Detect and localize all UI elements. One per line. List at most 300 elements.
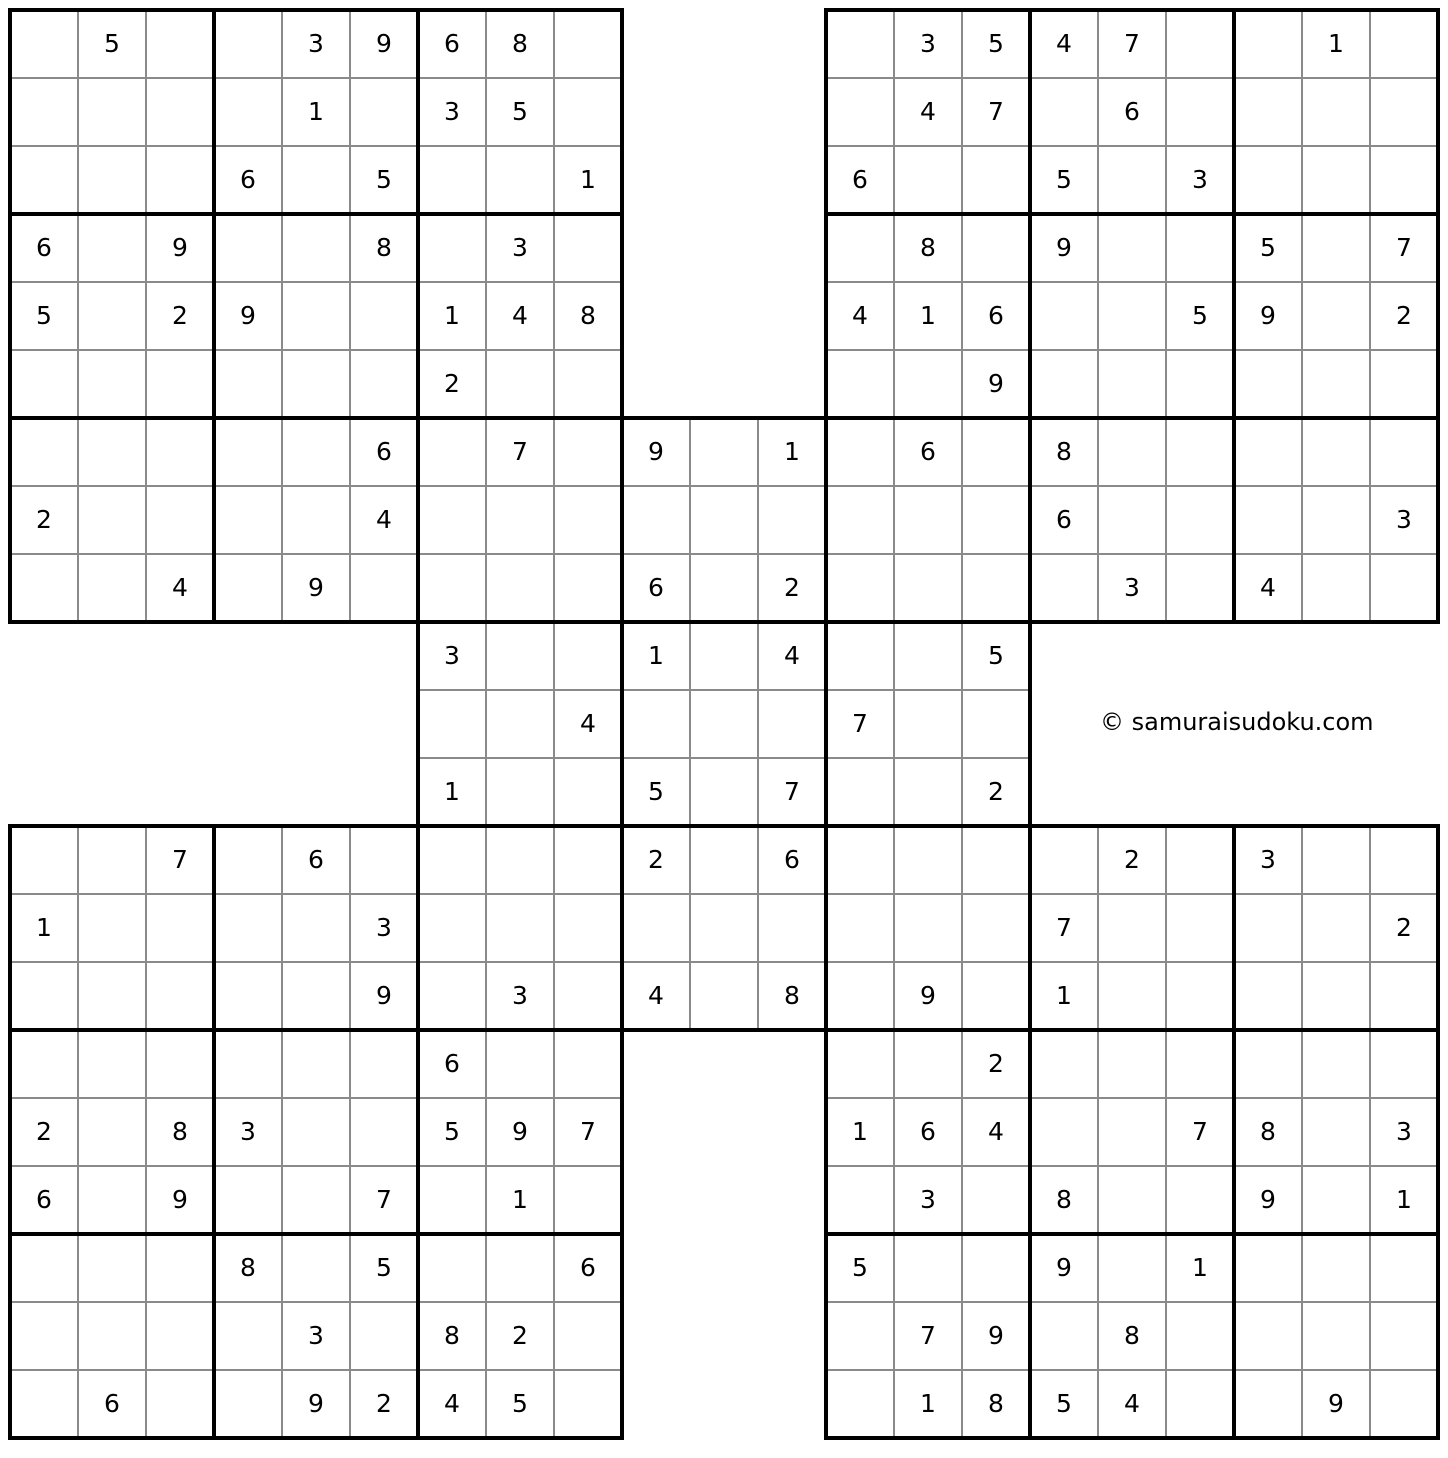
sudoku-cell[interactable] — [486, 894, 554, 962]
sudoku-cell[interactable] — [214, 486, 282, 554]
given-digit: 3 — [1260, 845, 1276, 874]
given-digit: 1 — [512, 1185, 528, 1214]
sudoku-cell[interactable] — [826, 894, 894, 962]
sudoku-cell[interactable] — [690, 418, 758, 486]
sudoku-cell[interactable] — [826, 1030, 894, 1098]
sudoku-cell[interactable] — [1234, 1370, 1302, 1438]
given-digit: 3 — [512, 233, 528, 262]
sudoku-cell[interactable] — [282, 350, 350, 418]
sudoku-cell[interactable] — [10, 1234, 78, 1302]
given-digit: 1 — [784, 437, 800, 466]
sudoku-cell[interactable] — [78, 418, 146, 486]
sudoku-cell[interactable] — [418, 894, 486, 962]
sudoku-cell[interactable] — [894, 146, 962, 214]
sudoku-cell[interactable] — [1370, 1302, 1438, 1370]
sudoku-cell[interactable] — [1370, 418, 1438, 486]
sudoku-cell[interactable] — [350, 78, 418, 146]
sudoku-cell[interactable] — [10, 78, 78, 146]
sudoku-cell[interactable] — [554, 78, 622, 146]
sudoku-cell[interactable] — [214, 214, 282, 282]
given-digit: 2 — [1396, 913, 1412, 942]
sudoku-cell[interactable] — [282, 146, 350, 214]
sudoku-cell[interactable] — [214, 350, 282, 418]
sudoku-cell[interactable] — [146, 1030, 214, 1098]
sudoku-cell[interactable] — [1166, 1030, 1234, 1098]
given-digit: 1 — [308, 97, 324, 126]
sudoku-cell[interactable] — [214, 1302, 282, 1370]
sudoku-cell[interactable] — [418, 1166, 486, 1234]
sudoku-cell[interactable] — [622, 690, 690, 758]
sudoku-cell[interactable] — [894, 350, 962, 418]
sudoku-cell[interactable] — [554, 10, 622, 78]
given-digit: 4 — [512, 301, 528, 330]
sudoku-cell[interactable] — [214, 418, 282, 486]
sudoku-cell[interactable] — [690, 554, 758, 622]
sudoku-cell[interactable] — [962, 962, 1030, 1030]
sudoku-cell[interactable] — [1030, 1030, 1098, 1098]
sudoku-cell[interactable] — [10, 146, 78, 214]
sudoku-cell[interactable] — [690, 826, 758, 894]
sudoku-cell[interactable] — [10, 826, 78, 894]
sudoku-cell[interactable] — [1370, 1030, 1438, 1098]
sudoku-cell[interactable] — [1370, 962, 1438, 1030]
sudoku-cell[interactable] — [826, 78, 894, 146]
sudoku-cell[interactable] — [282, 1098, 350, 1166]
given-digit: 2 — [36, 505, 52, 534]
sudoku-cell[interactable] — [554, 350, 622, 418]
sudoku-cell[interactable] — [690, 758, 758, 826]
sudoku-cell[interactable] — [894, 690, 962, 758]
sudoku-cell[interactable] — [214, 962, 282, 1030]
given-digit: 2 — [988, 1049, 1004, 1078]
sudoku-cell[interactable] — [78, 962, 146, 1030]
sudoku-cell[interactable] — [1302, 826, 1370, 894]
given-digit: 7 — [1056, 913, 1072, 942]
given-digit: 4 — [1056, 29, 1072, 58]
sudoku-cell[interactable] — [894, 554, 962, 622]
given-digit: 3 — [1124, 573, 1140, 602]
sudoku-cell[interactable] — [282, 1030, 350, 1098]
sudoku-cell[interactable] — [146, 78, 214, 146]
given-digit: 5 — [36, 301, 52, 330]
sudoku-cell[interactable] — [1234, 78, 1302, 146]
given-digit: 9 — [1260, 301, 1276, 330]
sudoku-cell[interactable] — [962, 146, 1030, 214]
sudoku-cell[interactable] — [894, 1030, 962, 1098]
sudoku-cell[interactable] — [1098, 146, 1166, 214]
sudoku-cell[interactable] — [1370, 1370, 1438, 1438]
sudoku-cell[interactable] — [78, 1234, 146, 1302]
sudoku-cell[interactable] — [894, 622, 962, 690]
sudoku-cell[interactable] — [962, 1166, 1030, 1234]
given-digit: 8 — [240, 1253, 256, 1282]
sudoku-cell[interactable] — [78, 1302, 146, 1370]
sudoku-cell[interactable] — [1098, 1234, 1166, 1302]
sudoku-cell[interactable] — [418, 418, 486, 486]
sudoku-cell[interactable] — [282, 282, 350, 350]
given-digit: 3 — [240, 1117, 256, 1146]
sudoku-cell[interactable] — [486, 350, 554, 418]
sudoku-cell[interactable] — [350, 826, 418, 894]
sudoku-cell[interactable] — [282, 214, 350, 282]
sudoku-cell[interactable] — [78, 350, 146, 418]
sudoku-cell[interactable] — [554, 622, 622, 690]
sudoku-cell[interactable] — [350, 1030, 418, 1098]
sudoku-cell[interactable] — [826, 1302, 894, 1370]
sudoku-cell[interactable] — [282, 486, 350, 554]
given-digit: 4 — [852, 301, 868, 330]
sudoku-cell[interactable] — [486, 826, 554, 894]
sudoku-cell[interactable] — [1234, 350, 1302, 418]
sudoku-cell[interactable] — [1098, 962, 1166, 1030]
sudoku-cell[interactable] — [1166, 826, 1234, 894]
given-digit: 6 — [36, 233, 52, 262]
sudoku-cell[interactable] — [1166, 1370, 1234, 1438]
sudoku-cell[interactable] — [1370, 826, 1438, 894]
sudoku-cell[interactable] — [78, 894, 146, 962]
given-digit: 8 — [988, 1389, 1004, 1418]
given-digit: 7 — [580, 1117, 596, 1146]
sudoku-cell[interactable] — [350, 282, 418, 350]
sudoku-cell[interactable] — [826, 418, 894, 486]
sudoku-cell[interactable] — [1166, 10, 1234, 78]
given-digit: 2 — [172, 301, 188, 330]
sudoku-cell[interactable] — [486, 1030, 554, 1098]
sudoku-cell[interactable] — [826, 826, 894, 894]
sudoku-cell[interactable] — [350, 1098, 418, 1166]
sudoku-cell[interactable] — [78, 1098, 146, 1166]
sudoku-cell[interactable] — [1234, 894, 1302, 962]
given-digit: 9 — [1056, 1253, 1072, 1282]
sudoku-cell[interactable] — [690, 486, 758, 554]
sudoku-cell[interactable] — [78, 78, 146, 146]
sudoku-cell[interactable] — [1370, 10, 1438, 78]
given-digit: 5 — [1192, 301, 1208, 330]
given-digit: 8 — [580, 301, 596, 330]
sudoku-cell[interactable] — [690, 690, 758, 758]
sudoku-cell[interactable] — [78, 1166, 146, 1234]
given-digit: 4 — [580, 709, 596, 738]
given-digit: 8 — [1056, 437, 1072, 466]
sudoku-cell[interactable] — [826, 1370, 894, 1438]
sudoku-cell[interactable] — [554, 554, 622, 622]
sudoku-cell[interactable] — [1166, 962, 1234, 1030]
sudoku-cell[interactable] — [1302, 1098, 1370, 1166]
sudoku-cell[interactable] — [146, 1302, 214, 1370]
given-digit: 3 — [920, 1185, 936, 1214]
sudoku-cell[interactable] — [1234, 10, 1302, 78]
sudoku-cell[interactable] — [1166, 78, 1234, 146]
sudoku-cell[interactable] — [78, 826, 146, 894]
sudoku-cell[interactable] — [10, 1370, 78, 1438]
sudoku-cell[interactable] — [690, 962, 758, 1030]
sudoku-cell[interactable] — [214, 10, 282, 78]
sudoku-cell[interactable] — [486, 1234, 554, 1302]
sudoku-cell[interactable] — [1166, 350, 1234, 418]
sudoku-cell[interactable] — [962, 690, 1030, 758]
sudoku-cell[interactable] — [418, 690, 486, 758]
sudoku-cell[interactable] — [1166, 418, 1234, 486]
sudoku-cell[interactable] — [1030, 554, 1098, 622]
given-digit: 3 — [308, 29, 324, 58]
sudoku-cell[interactable] — [350, 554, 418, 622]
sudoku-cell[interactable] — [418, 486, 486, 554]
given-digit: 2 — [988, 777, 1004, 806]
sudoku-cell[interactable] — [554, 214, 622, 282]
sudoku-cell[interactable] — [10, 1302, 78, 1370]
sudoku-cell[interactable] — [1098, 350, 1166, 418]
sudoku-cell[interactable] — [350, 1302, 418, 1370]
sudoku-cell[interactable] — [146, 894, 214, 962]
sudoku-cell[interactable] — [146, 962, 214, 1030]
sudoku-cell[interactable] — [214, 554, 282, 622]
sudoku-cell[interactable] — [1302, 1302, 1370, 1370]
given-digit: 7 — [376, 1185, 392, 1214]
sudoku-cell[interactable] — [554, 894, 622, 962]
sudoku-cell[interactable] — [1234, 1234, 1302, 1302]
sudoku-cell[interactable] — [1166, 214, 1234, 282]
given-digit: 6 — [784, 845, 800, 874]
sudoku-cell[interactable] — [1098, 486, 1166, 554]
sudoku-cell[interactable] — [486, 554, 554, 622]
sudoku-cell[interactable] — [622, 894, 690, 962]
sudoku-cell[interactable] — [554, 1166, 622, 1234]
sudoku-cell[interactable] — [1302, 282, 1370, 350]
sudoku-cell[interactable] — [690, 622, 758, 690]
sudoku-cell[interactable] — [554, 962, 622, 1030]
given-digit: 9 — [1328, 1389, 1344, 1418]
sudoku-cell[interactable] — [1166, 1302, 1234, 1370]
sudoku-cell[interactable] — [894, 1234, 962, 1302]
sudoku-cell[interactable] — [1302, 962, 1370, 1030]
sudoku-cell[interactable] — [78, 146, 146, 214]
sudoku-cell[interactable] — [826, 1166, 894, 1234]
given-digit: 9 — [512, 1117, 528, 1146]
sudoku-cell[interactable] — [1234, 1302, 1302, 1370]
sudoku-cell[interactable] — [894, 826, 962, 894]
sudoku-cell[interactable] — [1302, 214, 1370, 282]
sudoku-cell[interactable] — [10, 1030, 78, 1098]
sudoku-cell[interactable] — [214, 1166, 282, 1234]
sudoku-cell[interactable] — [146, 1370, 214, 1438]
sudoku-cell[interactable] — [554, 1030, 622, 1098]
sudoku-cell[interactable] — [554, 826, 622, 894]
sudoku-cell[interactable] — [78, 554, 146, 622]
sudoku-cell[interactable] — [1098, 1098, 1166, 1166]
sudoku-cell[interactable] — [554, 758, 622, 826]
sudoku-cell[interactable] — [282, 418, 350, 486]
sudoku-cell[interactable] — [1166, 554, 1234, 622]
sudoku-cell[interactable] — [1030, 350, 1098, 418]
sudoku-cell[interactable] — [1098, 1166, 1166, 1234]
sudoku-cell[interactable] — [1234, 1030, 1302, 1098]
sudoku-cell[interactable] — [758, 690, 826, 758]
given-digit: 6 — [104, 1389, 120, 1418]
sudoku-cell[interactable] — [1302, 1234, 1370, 1302]
sudoku-cell[interactable] — [146, 10, 214, 78]
sudoku-cell[interactable] — [1302, 146, 1370, 214]
sudoku-cell[interactable] — [418, 146, 486, 214]
sudoku-cell[interactable] — [962, 554, 1030, 622]
sudoku-cell[interactable] — [282, 1234, 350, 1302]
sudoku-cell[interactable] — [1302, 350, 1370, 418]
given-digit: 2 — [36, 1117, 52, 1146]
given-digit: 6 — [920, 437, 936, 466]
sudoku-cell[interactable] — [962, 418, 1030, 486]
sudoku-cell[interactable] — [78, 214, 146, 282]
given-digit: 8 — [444, 1321, 460, 1350]
given-digit: 8 — [376, 233, 392, 262]
sudoku-cell[interactable] — [146, 418, 214, 486]
sudoku-cell[interactable] — [554, 1370, 622, 1438]
sudoku-cell[interactable] — [1302, 418, 1370, 486]
sudoku-cell[interactable] — [486, 622, 554, 690]
sudoku-cell[interactable] — [962, 826, 1030, 894]
sudoku-cell[interactable] — [1166, 1166, 1234, 1234]
sudoku-cell[interactable] — [1370, 1234, 1438, 1302]
given-digit: 4 — [784, 641, 800, 670]
sudoku-cell[interactable] — [826, 554, 894, 622]
sudoku-cell[interactable] — [554, 418, 622, 486]
sudoku-cell[interactable] — [826, 486, 894, 554]
sudoku-cell[interactable] — [10, 350, 78, 418]
sudoku-cell[interactable] — [418, 826, 486, 894]
sudoku-cell[interactable] — [1370, 78, 1438, 146]
given-digit: 9 — [920, 981, 936, 1010]
sudoku-cell[interactable] — [146, 1234, 214, 1302]
sudoku-cell[interactable] — [418, 1234, 486, 1302]
sudoku-cell[interactable] — [78, 282, 146, 350]
sudoku-cell[interactable] — [282, 894, 350, 962]
sudoku-cell[interactable] — [1302, 1166, 1370, 1234]
sudoku-cell[interactable] — [1030, 826, 1098, 894]
sudoku-cell[interactable] — [962, 214, 1030, 282]
sudoku-cell[interactable] — [1098, 894, 1166, 962]
sudoku-cell[interactable] — [1030, 78, 1098, 146]
sudoku-cell[interactable] — [418, 554, 486, 622]
sudoku-cell[interactable] — [10, 418, 78, 486]
sudoku-cell[interactable] — [1030, 282, 1098, 350]
sudoku-cell[interactable] — [418, 214, 486, 282]
sudoku-cell[interactable] — [146, 486, 214, 554]
sudoku-cell[interactable] — [1098, 282, 1166, 350]
sudoku-cell[interactable] — [962, 1234, 1030, 1302]
sudoku-cell[interactable] — [826, 214, 894, 282]
sudoku-cell[interactable] — [214, 826, 282, 894]
sudoku-cell[interactable] — [486, 758, 554, 826]
sudoku-cell[interactable] — [1234, 486, 1302, 554]
sudoku-cell[interactable] — [622, 486, 690, 554]
sudoku-cell[interactable] — [894, 758, 962, 826]
sudoku-cell[interactable] — [894, 486, 962, 554]
sudoku-cell[interactable] — [486, 146, 554, 214]
sudoku-cell[interactable] — [10, 962, 78, 1030]
sudoku-cell[interactable] — [1302, 486, 1370, 554]
given-digit: 7 — [920, 1321, 936, 1350]
sudoku-cell[interactable] — [350, 350, 418, 418]
sudoku-cell[interactable] — [282, 962, 350, 1030]
given-digit: 1 — [920, 301, 936, 330]
sudoku-cell[interactable] — [826, 350, 894, 418]
sudoku-cell[interactable] — [1302, 1030, 1370, 1098]
sudoku-cell[interactable] — [962, 486, 1030, 554]
sudoku-cell[interactable] — [758, 894, 826, 962]
sudoku-cell[interactable] — [10, 10, 78, 78]
given-digit: 8 — [512, 29, 528, 58]
sudoku-cell[interactable] — [486, 690, 554, 758]
given-digit: 9 — [376, 29, 392, 58]
sudoku-cell[interactable] — [1370, 554, 1438, 622]
given-digit: 9 — [308, 1389, 324, 1418]
given-digit: 3 — [308, 1321, 324, 1350]
sudoku-cell[interactable] — [826, 758, 894, 826]
sudoku-cell[interactable] — [146, 146, 214, 214]
sudoku-cell[interactable] — [78, 1030, 146, 1098]
sudoku-cell[interactable] — [1302, 894, 1370, 962]
sudoku-cell[interactable] — [1030, 1098, 1098, 1166]
sudoku-cell[interactable] — [962, 894, 1030, 962]
given-digit: 1 — [444, 301, 460, 330]
given-digit: 8 — [1124, 1321, 1140, 1350]
sudoku-cell[interactable] — [78, 486, 146, 554]
sudoku-cell[interactable] — [146, 350, 214, 418]
given-digit: 5 — [988, 641, 1004, 670]
given-digit: 4 — [920, 97, 936, 126]
sudoku-cell[interactable] — [1370, 146, 1438, 214]
sudoku-cell[interactable] — [1370, 350, 1438, 418]
sudoku-cell[interactable] — [1302, 554, 1370, 622]
given-digit: 2 — [648, 845, 664, 874]
sudoku-cell[interactable] — [214, 1030, 282, 1098]
sudoku-cell[interactable] — [10, 554, 78, 622]
sudoku-cell[interactable] — [214, 78, 282, 146]
sudoku-cell[interactable] — [1166, 894, 1234, 962]
sudoku-cell[interactable] — [1098, 1030, 1166, 1098]
sudoku-cell[interactable] — [826, 962, 894, 1030]
given-digit: 8 — [1056, 1185, 1072, 1214]
sudoku-cell[interactable] — [214, 1370, 282, 1438]
sudoku-cell[interactable] — [826, 622, 894, 690]
sudoku-cell[interactable] — [486, 486, 554, 554]
sudoku-cell[interactable] — [826, 10, 894, 78]
sudoku-cell[interactable] — [1302, 78, 1370, 146]
given-digit: 6 — [240, 165, 256, 194]
sudoku-cell[interactable] — [690, 894, 758, 962]
sudoku-cell[interactable] — [418, 962, 486, 1030]
sudoku-cell[interactable] — [1030, 1302, 1098, 1370]
given-digit: 9 — [376, 981, 392, 1010]
given-digit: 6 — [1056, 505, 1072, 534]
sudoku-cell[interactable] — [554, 486, 622, 554]
given-digit: 2 — [1396, 301, 1412, 330]
given-digit: 9 — [308, 573, 324, 602]
sudoku-cell[interactable] — [1166, 486, 1234, 554]
sudoku-cell[interactable] — [894, 894, 962, 962]
sudoku-cell[interactable] — [1234, 962, 1302, 1030]
given-digit: 8 — [1260, 1117, 1276, 1146]
given-digit: 7 — [852, 709, 868, 738]
sudoku-cell[interactable] — [214, 894, 282, 962]
given-digit: 5 — [648, 777, 664, 806]
sudoku-cell[interactable] — [1098, 214, 1166, 282]
sudoku-cell[interactable] — [1234, 418, 1302, 486]
sudoku-cell[interactable] — [758, 486, 826, 554]
sudoku-cell[interactable] — [554, 1302, 622, 1370]
sudoku-cell[interactable] — [1098, 418, 1166, 486]
sudoku-cell[interactable] — [282, 1166, 350, 1234]
given-digit: 3 — [444, 641, 460, 670]
sudoku-cell[interactable] — [1234, 146, 1302, 214]
